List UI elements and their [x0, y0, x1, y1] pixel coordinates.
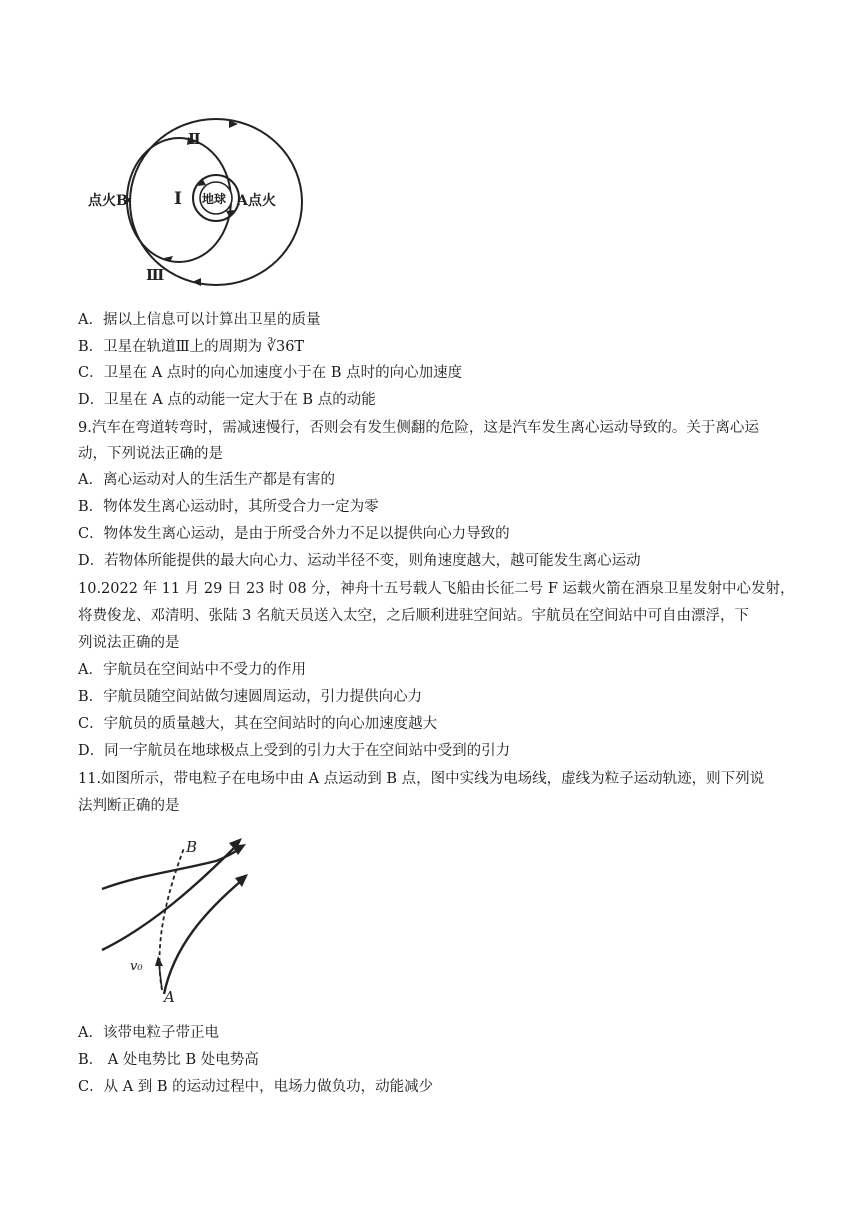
orbit-diagram [88, 112, 308, 292]
label-fire-a: A点火 [237, 193, 276, 209]
q11-stem-line1: 11.如图所示，带电粒子在电场中由 A 点运动到 B 点，图中实线为电场线，虚线为粒子运动轨迹，则下列说 [78, 771, 765, 787]
label-b: B [186, 838, 198, 856]
q11-option-c: C．从 A 到 B 的运动过程中，电场力做负功，动能减少 [78, 1079, 434, 1095]
q8-option-a: A．据以上信息可以计算出卫星的质量 [78, 312, 321, 328]
q11-stem-line2: 法判断正确的是 [78, 798, 180, 814]
q8-option-d: D．卫星在 A 点的动能一定大于在 B 点的动能 [78, 392, 376, 408]
label-a: A [164, 988, 175, 1006]
q10-option-a: A．宇航员在空间站中不受力的作用 [78, 662, 306, 678]
q11-option-b: B． A 处电势比 B 处电势高 [78, 1052, 259, 1068]
field-figure [96, 826, 266, 1006]
v0-arrowhead [155, 956, 163, 966]
field-diagram [96, 826, 266, 1006]
orbit-3-arrow-bottom [192, 278, 201, 286]
field-line-1 [102, 848, 240, 889]
q11-option-a: A．该带电粒子带正电 [78, 1025, 219, 1041]
q10-stem-line3: 列说法正确的是 [78, 635, 180, 651]
field-line-3 [164, 881, 241, 994]
label-orbit-2: Ⅱ [188, 130, 201, 148]
q10-option-c: C．宇航员的质量越大，其在空间站时的向心加速度越大 [78, 716, 438, 732]
q10-stem-line2: 将费俊龙、邓清明、张陆 3 名航天员送入太空，之后顺利进驻空间站。宇航员在空间站中可自由漂浮，下 [78, 608, 749, 624]
label-fire-b: 点火B [88, 193, 128, 209]
q9-option-d: D．若物体所能提供的最大向心力、运动半径不变，则角速度越大，越可能发生离心运动 [78, 553, 641, 569]
label-orbit-3: Ⅲ [146, 266, 165, 284]
label-earth: 地球 [202, 192, 227, 206]
q8-option-c: C．卫星在 A 点时的向心加速度小于在 B 点时的向心加速度 [78, 365, 463, 381]
label-orbit-1: Ⅰ [174, 189, 182, 209]
q9-option-a: A．离心运动对人的生活生产都是有害的 [78, 472, 335, 488]
q9-stem-line2: 动，下列说法正确的是 [78, 446, 223, 462]
q9-option-c: C．物体发生离心运动，是由于所受合外力不足以提供向心力导致的 [78, 526, 510, 542]
q10-stem-line1: 10.2022 年 11 月 29 日 23 时 08 分，神舟十五号载人飞船由长征二号 F 运载火箭在酒泉卫星发射中心发射， [78, 581, 795, 597]
label-v0: v₀ [130, 959, 143, 974]
q10-option-b: B．宇航员随空间站做匀速圆周运动，引力提供向心力 [78, 689, 423, 705]
q10-option-d: D．同一宇航员在地球极点上受到的引力大于在空间站中受到的引力 [78, 743, 511, 759]
q9-stem-line1: 9.汽车在弯道转弯时，需减速慢行，否则会有发生侧翻的危险，这是汽车发生离心运动导致的。关于离心运 [78, 420, 759, 436]
q9-option-b: B．物体发生离心运动时，其所受合力一定为零 [78, 499, 379, 515]
orbit-figure [88, 112, 308, 292]
q8-option-b: B．卫星在轨道Ⅲ上的周期为 ∛36T [78, 339, 305, 355]
